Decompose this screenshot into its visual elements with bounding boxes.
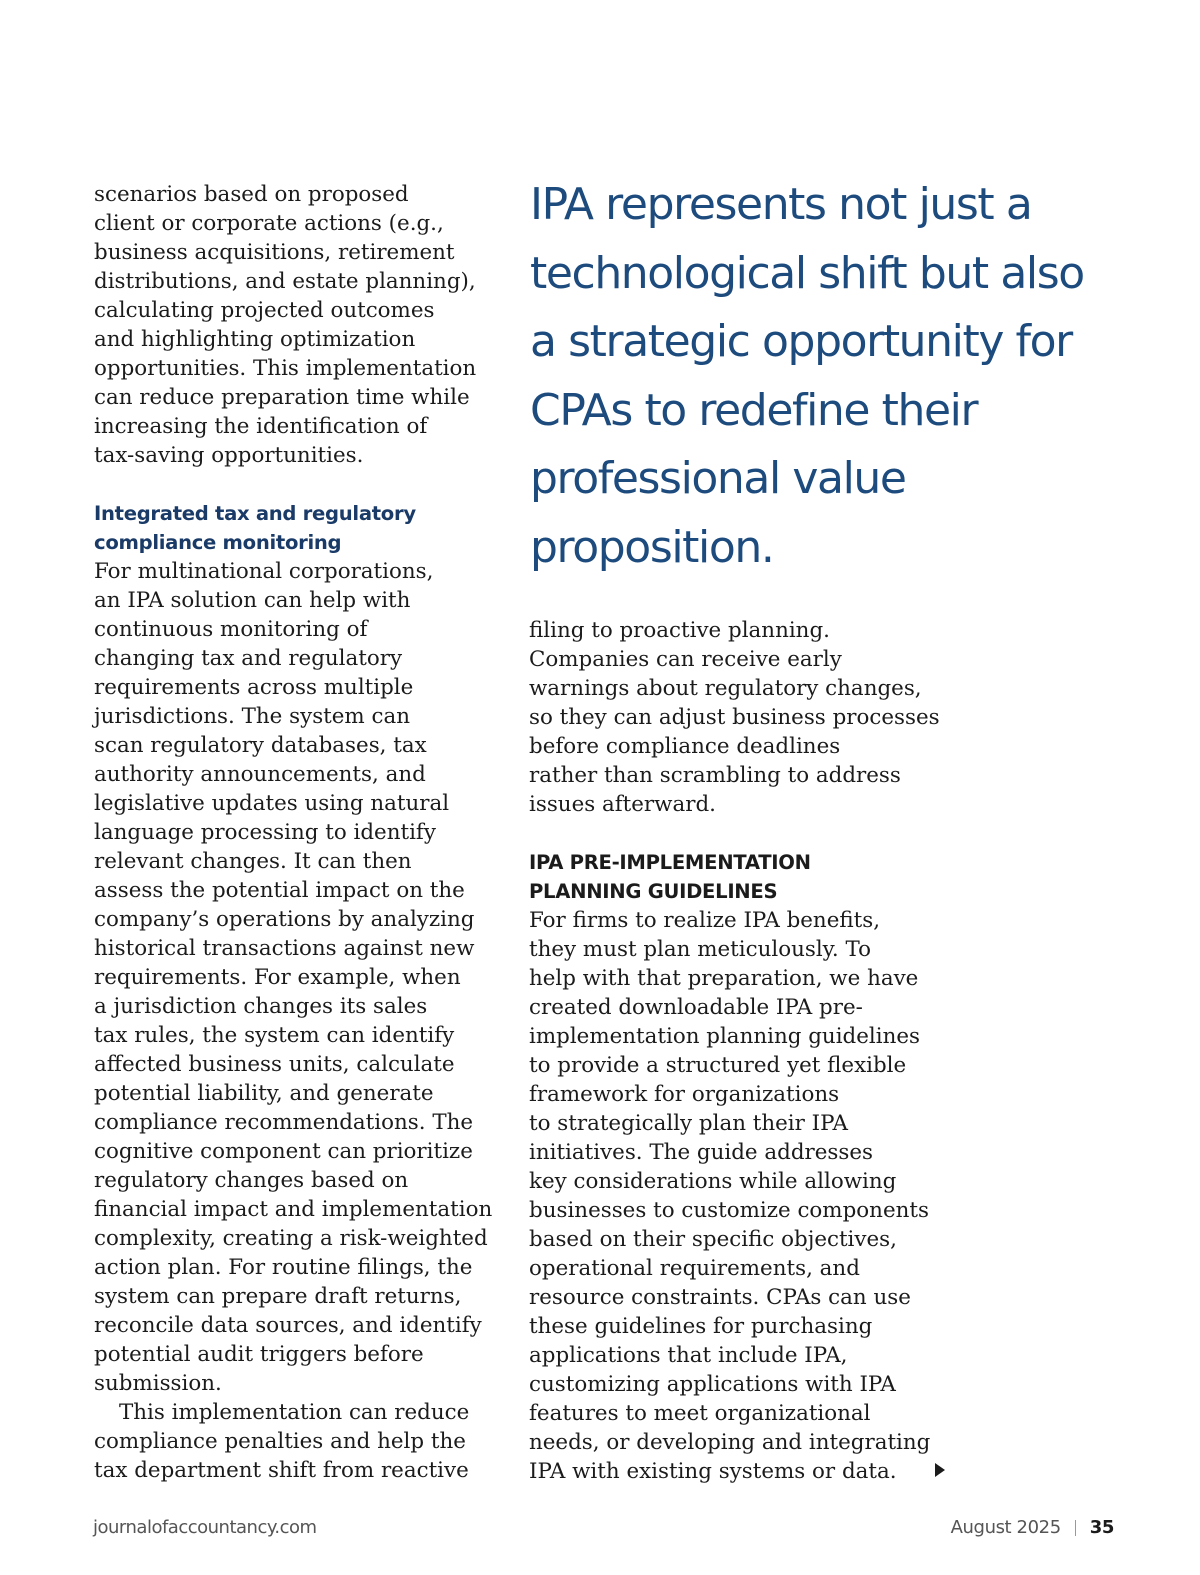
intro-paragraph: scenarios based on proposed client or corporate actions (e.g., business acquisitions, retirement distributions, and estate planning), calculating projected outcomes and highlighting optimization opportunities. This implementation can reduce preparation time while increasing the identification of tax-saving opportunities. — [94, 182, 477, 468]
footer-issue-info — [951, 1517, 1114, 1538]
pull-quote: IPA represents not just a technological shift but also a strategic opportunity for CPAs to redefine their professional value proposition. — [530, 179, 1084, 573]
footer-issue-date: August 2025 — [950, 1517, 1061, 1538]
left-column — [94, 180, 506, 1485]
page-number: 35 — [1089, 1517, 1114, 1538]
footer-website: journalofaccountancy.com — [93, 1517, 317, 1538]
compliance-paragraph: For multinational corporations, an IPA solution can help with continuous monitoring of changing tax and regulatory requirements across multiple jurisdictions. The system can scan regulatory databases, tax authority announcements, and legislative updates using natural language processing to identify relevant changes. It can then assess the potential impact on the company’s operations by analyzing historical transactions against new requirements. For example, when a jurisdiction changes its sales tax rules, the system can identify affected business units, calculate potential liability, and generate compliance recommendations. The cognitive component can prioritize regulatory changes based on financial impact and implementation complexity, creating a risk-weighted action plan. For routine filings, the system can prepare draft returns, reconcile data sources, and identify potential audit triggers before submission. — [94, 559, 493, 1396]
continued-paragraph: filing to proactive planning. Companies can receive early warnings about regulatory changes, so they can adjust business processes before compliance deadlines rather than scrambling to address issues afterward. — [529, 618, 940, 817]
right-column — [529, 616, 941, 1486]
subheading-compliance-monitoring: Integrated tax and regulatory compliance monitoring — [94, 502, 416, 554]
paragraph-gap — [529, 819, 941, 848]
paragraph-gap — [94, 470, 506, 499]
guidelines-paragraph: For firms to realize IPA benefits, they must plan meticulously. To help with that preparation, we have created downloadable IPA pre- implementation planning guidelines to provide a structured yet flexible framework for organizations to strategically plan their IPA initiatives. The guide addresses key considerations while allowing businesses to customize components based on their specific objectives, operational requirements, and resource constraints. CPAs can use these guidelines for purchasing applications that include IPA, customizing applications with IPA features to meet organizational needs, or developing and integrating IPA with existing systems or data. — [529, 908, 931, 1484]
section-heading-planning-guidelines: IPA PRE-IMPLEMENTATION PLANNING GUIDELINES — [529, 851, 811, 903]
continue-arrow-icon — [935, 1463, 945, 1477]
compliance-paragraph-continued: This implementation can reduce compliance penalties and help the tax department shift from reactive — [94, 1400, 470, 1483]
footer-divider — [1075, 1520, 1076, 1536]
